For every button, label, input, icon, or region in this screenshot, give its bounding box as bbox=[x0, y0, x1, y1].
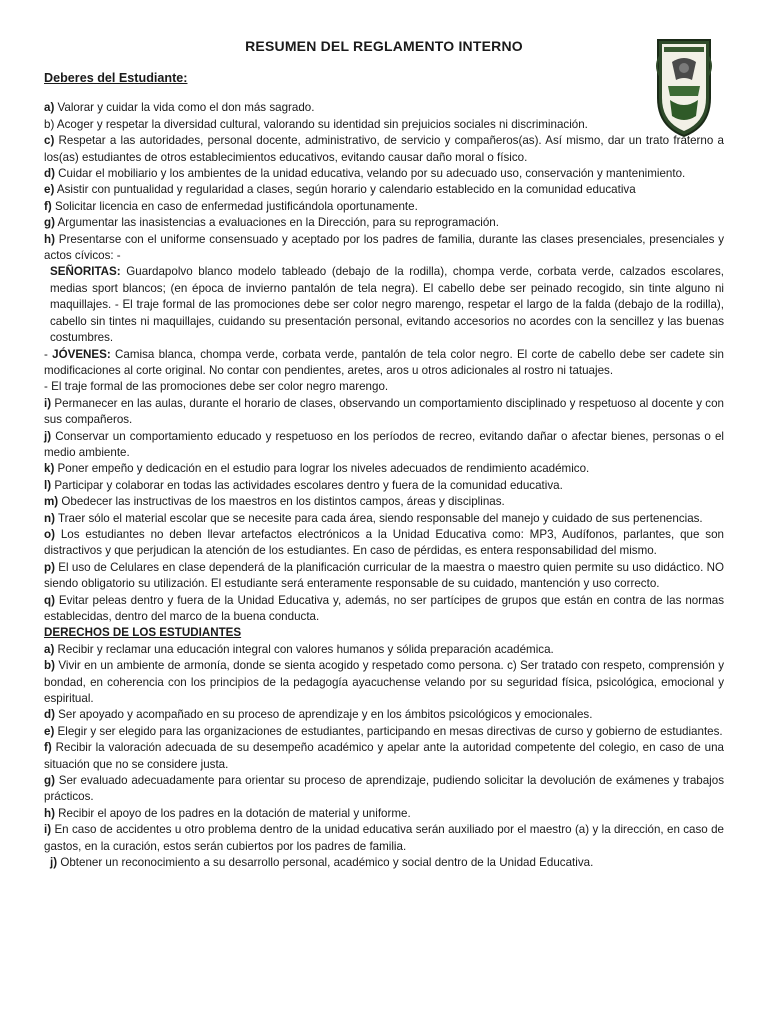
duty-item: b) Acoger y respetar la diversidad cultural, valorando su identidad sin prejuicios sociales ni discriminación. bbox=[44, 117, 588, 131]
duty-item: j) Conservar un comportamiento educado y respetuoso en los períodos de recreo, evitando dañar o afectar bienes, personas o el medio ambiente. bbox=[44, 429, 724, 459]
uniform-senoritas: SEÑORITAS: Guardapolvo blanco modelo tableado (debajo de la rodilla), chompa verde, corbata verde, calzados escolares, medias sport blancos; (en época de invierno pantalón de tela negra). El cabello debe ser peinado recogido, sin tinte alguno ni maquillajes. - El traje formal de las promociones debe ser color negro marengo, respetar el largo de la falda (debajo de la rodilla), cabello sin tintes ni maquillajes, cuidando su presentación personal, evitando accesorios no acordes con la sencillez y las buenas costumbres. bbox=[50, 265, 724, 345]
duty-item: p) El uso de Celulares en clase dependerá de la planificación curricular de la maestra o maestro quien permite su uso didáctico. NO siendo obligatorio su utilización. El estudiante será enteramente responsable de su cuidado, mantención y uso correcto. bbox=[44, 560, 724, 591]
duty-item: q) Evitar peleas dentro y fuera de la Unidad Educativa y, además, no ser partícipes de grupos que están en contra de las normas establecidas, dentro del marco de la buena conducta. bbox=[44, 593, 724, 623]
duty-item: n) Traer sólo el material escolar que se necesite para cada área, siendo responsable del manejo y cuidado de sus pertenencias. bbox=[44, 511, 703, 525]
duty-item: a) Valorar y cuidar la vida como el don más sagrado. bbox=[44, 101, 315, 115]
duty-item: l) Participar y colaborar en todas las actividades escolares dentro y fuera de la comunidad educativa. bbox=[44, 478, 563, 492]
right-item: j) Obtener un reconocimiento a su desarrollo personal, académico y social dentro de la Unidad Educativa. bbox=[50, 856, 594, 870]
right-item: a) Recibir y reclamar una educación integral con valores humanos y sólida preparación académica. bbox=[44, 642, 554, 656]
duty-item: d) Cuidar el mobiliario y los ambientes de la unidad educativa, velando por su adecuado uso, conservación y mantenimiento. bbox=[44, 167, 686, 181]
right-item: h) Recibir el apoyo de los padres en la dotación de material y uniforme. bbox=[44, 806, 411, 820]
right-item: g) Ser evaluado adecuadamente para orientar su proceso de aprendizaje, pudiendo solicitar la devolución de exámenes y trabajos prácticos. bbox=[44, 774, 724, 804]
right-item: d) Ser apoyado y acompañado en su proceso de aprendizaje y en los ámbitos psicológicos y emocionales. bbox=[44, 708, 593, 722]
uniform-jovenes: - JÓVENES: Camisa blanca, chompa verde, corbata verde, pantalón de tela color negro. El corte de cabello debe ser cadete sin modificaciones al corte original. No contar con pendientes, aretes, aros u otros adicionales al rostro ni tatuajes. bbox=[44, 347, 724, 377]
regulation-content bbox=[44, 70, 724, 872]
duty-item: c) Respetar a las autoridades, personal docente, administrativo, de servicio y compañeros(as). Así mismo, dar un trato fraterno a los(as) estudiantes de otros establecimientos educativos, evitando causar daño moral o físico. bbox=[44, 134, 724, 164]
duty-item: i) Permanecer en las aulas, durante el horario de clases, observando un comportamiento disciplinado y respetuoso al docente y con sus compañeros. bbox=[44, 396, 724, 427]
duty-item: m) Obedecer las instructivas de los maestros en los distintos campos, áreas y disciplinas. bbox=[44, 495, 505, 509]
right-item: b) Vivir en un ambiente de armonía, donde se sienta acogido y respetado como persona. c) Ser tratado con respeto, comprensión y bondad, en coherencia con los principios de la pedagogía ayacuchense velando por su seguridad física, psicológica, emocional y espiritual. bbox=[44, 659, 724, 706]
duty-item: g) Argumentar las inasistencias a evaluaciones en la Dirección, para su reprogramación. bbox=[44, 216, 499, 230]
section-heading-rights: DERECHOS DE LOS ESTUDIANTES bbox=[44, 626, 242, 640]
right-item: e) Elegir y ser elegido para las organizaciones de estudiantes, participando en mesas directivas de curso y gobierno de estudiantes. bbox=[44, 724, 723, 738]
duty-item: e) Asistir con puntualidad y regularidad a clases, según horario y calendario establecido en la comunidad educativa bbox=[44, 183, 636, 197]
right-item: f) Recibir la valoración adecuada de su desempeño académico y apelar ante la autoridad competente del colegio, en caso de una situación que no se considere justa. bbox=[44, 741, 724, 771]
duty-item: h) Presentarse con el uniforme consensuado y aceptado por los padres de familia, durante las clases presenciales, presenciales y actos cívicos: - bbox=[44, 232, 724, 263]
page-title: RESUMEN DEL REGLAMENTO INTERNO bbox=[245, 38, 523, 54]
right-item: i) En caso de accidentes u otro problema dentro de la unidad educativa serán auxiliado por el maestro (a) y la dirección, en caso de gastos, en la curación, estos serán cubiertos por los padres de familia. bbox=[44, 823, 724, 853]
duty-item: o) Los estudiantes no deben llevar artefactos electrónicos a la Unidad Educativa como: MP3, Audífonos, parlantes, que son distractivos y que perjudican la atención de los estudiantes. En caso de pérdidas, es entera responsabilidad del mismo. bbox=[44, 527, 724, 558]
section-heading-duties: Deberes del Estudiante: bbox=[44, 71, 188, 85]
duty-item: k) Poner empeño y dedicación en el estudio para lograr los niveles adecuados de rendimiento académico. bbox=[44, 462, 590, 476]
duty-item: f) Solicitar licencia en caso de enfermedad justificándola oportunamente. bbox=[44, 199, 418, 213]
uniform-formal: - El traje formal de las promociones debe ser color negro marengo. bbox=[44, 380, 389, 394]
